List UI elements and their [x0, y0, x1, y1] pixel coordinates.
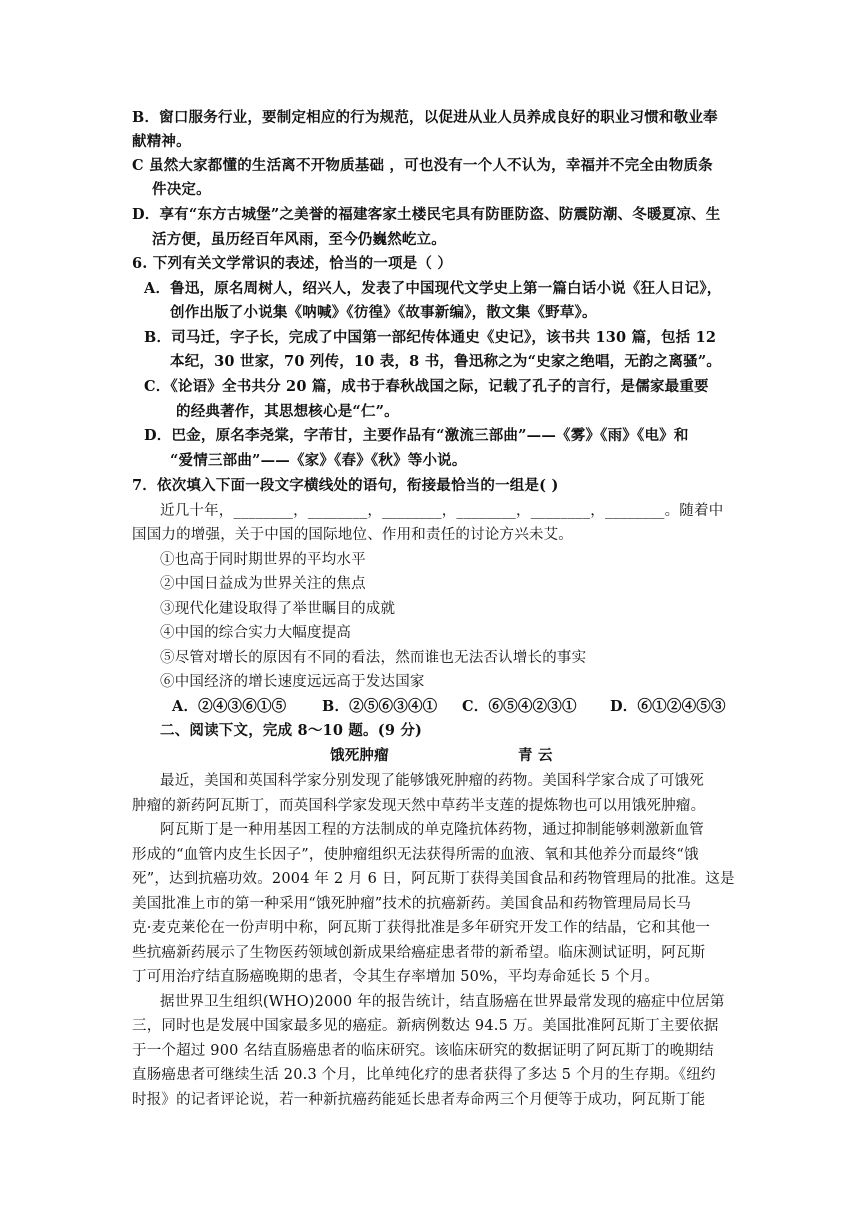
paragraph2-line4: 美国批准上市的第一种采用“饿死肿瘤”技术的抗癌新药。美国食品和药物管理局局长马	[132, 896, 692, 912]
paragraph1-line2: 肿瘤的新药阿瓦斯丁，而英国科学家发现天然中草药半支莲的提炼物也可以用饿死肿瘤。	[132, 798, 706, 814]
q5-option-b-line1: B．窗口服务行业，要制定相应的行为规范，以促进从业人员养成良好的职业习惯和敬业奉	[132, 109, 718, 126]
q7-item-4: ④中国的综合实力大幅度提高	[160, 625, 352, 641]
q6-option-d-line1: D．巴金，原名李尧棠，字芾甘，主要作品有“激流三部曲”——《雾》《雨》《电》和	[144, 427, 689, 444]
paragraph2-line6: 些抗癌新药展示了生物医药领域创新成果给癌症患者带的新希望。临床测试证明，阿瓦斯	[132, 945, 706, 961]
q6-option-c-line2: 的经典著作，其思想核心是“仁”。	[176, 403, 399, 420]
q7-item-3: ③现代化建设取得了举世瞩目的成就	[160, 601, 396, 617]
q6-stem: 6. 下列有关文学常识的表述，恰当的一项是（ ）	[132, 255, 453, 272]
article-title: 饿死肿瘤	[330, 747, 389, 764]
q7-item-6: ⑥中国经济的增长速度远远高于发达国家	[160, 674, 425, 690]
q6-option-c-line1: C．《论语》全书共分 20 篇，成书于春秋战国之际，记载了孔子的言行，是儒家最重要	[144, 378, 709, 395]
q6-option-b-line2: 本纪，30 世家，70 列传，10 表，8 书，鲁迅称之为“史家之绝唱，无韵之离骚”。	[170, 353, 722, 370]
q7-item-1: ①也高于同时期世界的平均水平	[160, 552, 366, 568]
paragraph2-line2: 形成的“血管内皮生长因子”，使肿瘤组织无法获得所需的血液、氧和其他养分而最终“饿	[132, 847, 699, 863]
paragraph2-line5: 克·麦克莱伦在一份声明中称，阿瓦斯丁获得批准是多年研究开发工作的结晶，它和其他一	[132, 920, 711, 936]
q6-option-d-line2: “爱情三部曲”——《家》《春》《秋》等小说。	[170, 452, 467, 469]
section2-heading: 二、阅读下文，完成 8～10 题。(9 分)	[160, 722, 423, 739]
q7-choice-c: C．⑥⑤④②③①	[462, 698, 577, 715]
q5-option-b-line2: 献精神。	[132, 133, 191, 150]
paragraph1-line1: 最近，美国和英国科学家分别发现了能够饿死肿瘤的药物。美国科学家合成了可饿死	[160, 773, 704, 789]
q5-option-c-line1: C 虽然大家都懂的生活离不开物质基础 ，可也没有一个人不认为，幸福并不完全由物质条	[132, 157, 713, 174]
paragraph3-line4: 直肠癌患者可继续生活 20.3 个月，比单纯化疗的患者获得了多达 5 个月的生存期。《纽约	[132, 1067, 716, 1083]
q7-choice-a: A．②④③⑥①⑤	[172, 698, 287, 715]
paragraph3-line2: 三，同时也是发展中国家最多见的癌症。新病例数达 94.5 万。美国批准阿瓦斯丁主要依据	[132, 1018, 719, 1034]
paragraph3-line3: 于一个超过 900 名结直肠癌患者的临床研究。该临床研究的数据证明了阿瓦斯丁的晚期结	[132, 1043, 714, 1059]
q6-option-a-line2: 创作出版了小说集《呐喊》《彷徨》《故事新编》，散文集《野草》。	[170, 304, 597, 321]
q7-passage-line2: 国国力的增强，关于中国的国际地位、作用和责任的讨论方兴未艾。	[132, 527, 573, 543]
article-author: 青 云	[518, 747, 553, 764]
q5-option-c-line2: 件决定。	[152, 181, 211, 198]
paragraph2-line1: 阿瓦斯丁是一种用基因工程的方法制成的单克隆抗体药物，通过抑制能够刺激新血管	[160, 822, 704, 838]
paragraph3-line5: 时报》的记者评论说，若一种新抗癌药能延长患者寿命两三个月便等于成功，阿瓦斯丁能	[132, 1092, 706, 1108]
q7-item-2: ②中国日益成为世界关注的焦点	[160, 576, 366, 592]
q5-option-d-line2: 活方便，虽历经百年风雨，至今仍巍然屹立。	[152, 231, 446, 248]
paragraph3-line1: 据世界卫生组织(WHO)2000 年的报告统计，结直肠癌在世界最常发现的癌症中位居第	[160, 994, 725, 1010]
q5-option-d-line1: D．享有“东方古城堡”之美誉的福建客家土楼民宅具有防匪防盗、防震防潮、冬暖夏凉、生	[132, 206, 721, 223]
q7-choice-d: D．⑥①②④⑤③	[610, 698, 726, 715]
paragraph2-line3: 死”，达到抗癌功效。2004 年 2 月 6 日，阿瓦斯丁获得美国食品和药物管理局的批准。这是	[132, 871, 735, 887]
q7-choice-b: B．②⑤⑥③④①	[322, 698, 438, 715]
q7-passage-line1: 近几十年，________，________，________，________，________，________。随着中	[160, 503, 724, 519]
paragraph2-line7: 丁可用治疗结直肠癌晚期的患者，令其生存率增加 50%，平均寿命延长 5 个月。	[132, 969, 660, 985]
q7-item-5: ⑤尽管对增长的原因有不同的看法，然而谁也无法否认增长的事实	[160, 650, 587, 666]
q6-option-b-line1: B．司马迁，字子长，完成了中国第一部纪传体通史《史记》，该书共 130 篇，包括 12	[144, 329, 717, 346]
q7-stem: 7．依次填入下面一段文字横线处的语句，衔接最恰当的一组是( )	[132, 477, 559, 494]
q6-option-a-line1: A．鲁迅，原名周树人，绍兴人，发表了中国现代文学史上第一篇白话小说《狂人日记》，	[144, 280, 722, 297]
